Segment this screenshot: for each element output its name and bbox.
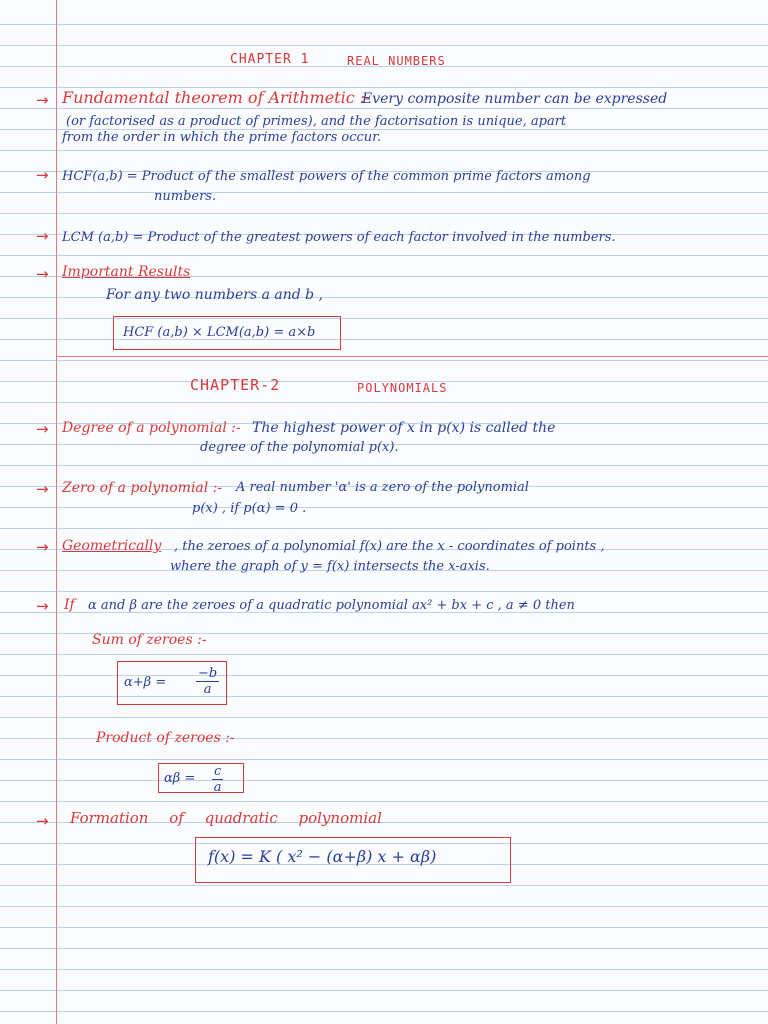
hcf-line1: HCF(a,b) = Product of the smallest powers of the common prime factors among: [62, 169, 591, 184]
sum-lhs: α+β =: [124, 675, 167, 690]
sum-numerator: −b: [198, 666, 218, 681]
arrow-right-icon: →: [36, 538, 49, 556]
sum-heading: Sum of zeroes :-: [92, 632, 207, 648]
results-heading: Important Results: [62, 264, 191, 280]
results-line: For any two numbers a and b ,: [106, 287, 324, 303]
product-denominator: a: [213, 780, 222, 795]
geometrically-term: Geometrically: [62, 538, 162, 554]
chapter-divider: [56, 356, 768, 357]
sum-fraction: [196, 667, 219, 696]
arrow-right-icon: →: [36, 166, 49, 184]
geometrically-line1: , the zeroes of a polynomial f(x) are the x - coordinates of points ,: [174, 539, 605, 554]
product-numerator: c: [214, 764, 222, 779]
arrow-right-icon: →: [36, 420, 49, 438]
if-term: If: [64, 597, 75, 613]
product-fraction: [212, 765, 223, 794]
formation-heading: Formation of quadratic polynomial: [70, 809, 382, 827]
hcf-line2: numbers.: [154, 189, 217, 204]
chapter1-title: REAL NUMBERS: [347, 54, 446, 68]
fta-line1: Every composite number can be expressed: [362, 91, 668, 107]
zero-term: Zero of a polynomial :-: [62, 480, 223, 496]
arrow-right-icon: →: [36, 812, 49, 830]
fta-line2: (or factorised as a product of primes), and the factorisation is unique, apart: [66, 114, 567, 129]
if-line: α and β are the zeroes of a quadratic polynomial ax² + bx + c , a ≠ 0 then: [88, 598, 575, 613]
arrow-right-icon: →: [36, 227, 49, 245]
arrow-right-icon: →: [36, 597, 49, 615]
geometrically-line2: where the graph of y = f(x) intersects the x-axis.: [170, 559, 490, 574]
results-formula: HCF (a,b) × LCM(a,b) = a×b: [123, 325, 316, 340]
formation-formula: f(x) = K ( x² − (α+β) x + αβ): [208, 847, 437, 866]
chapter2-label: CHAPTER-2: [190, 376, 281, 394]
degree-line2: degree of the polynomial p(x).: [200, 440, 399, 455]
arrow-right-icon: →: [36, 91, 49, 109]
sum-denominator: a: [203, 682, 212, 697]
product-lhs: αβ =: [164, 771, 196, 786]
zero-line1: A real number 'α' is a zero of the polynomial: [236, 480, 529, 495]
arrow-right-icon: →: [36, 480, 49, 498]
degree-term: Degree of a polynomial :-: [62, 420, 241, 436]
arrow-right-icon: →: [36, 265, 49, 283]
margin-line: [56, 0, 57, 1024]
degree-line1: The highest power of x in p(x) is called the: [252, 420, 556, 436]
zero-line2: p(x) , if p(α) = 0 .: [192, 501, 307, 516]
chapter1-label: CHAPTER 1: [230, 52, 310, 67]
product-heading: Product of zeroes :-: [96, 730, 235, 746]
fta-term: Fundamental theorem of Arithmetic :-: [62, 88, 371, 107]
fta-line3: from the order in which the prime factors occur.: [62, 130, 382, 145]
lcm-line: LCM (a,b) = Product of the greatest powers of each factor involved in the numbers.: [62, 230, 616, 245]
chapter2-title: POLYNOMIALS: [357, 381, 448, 395]
